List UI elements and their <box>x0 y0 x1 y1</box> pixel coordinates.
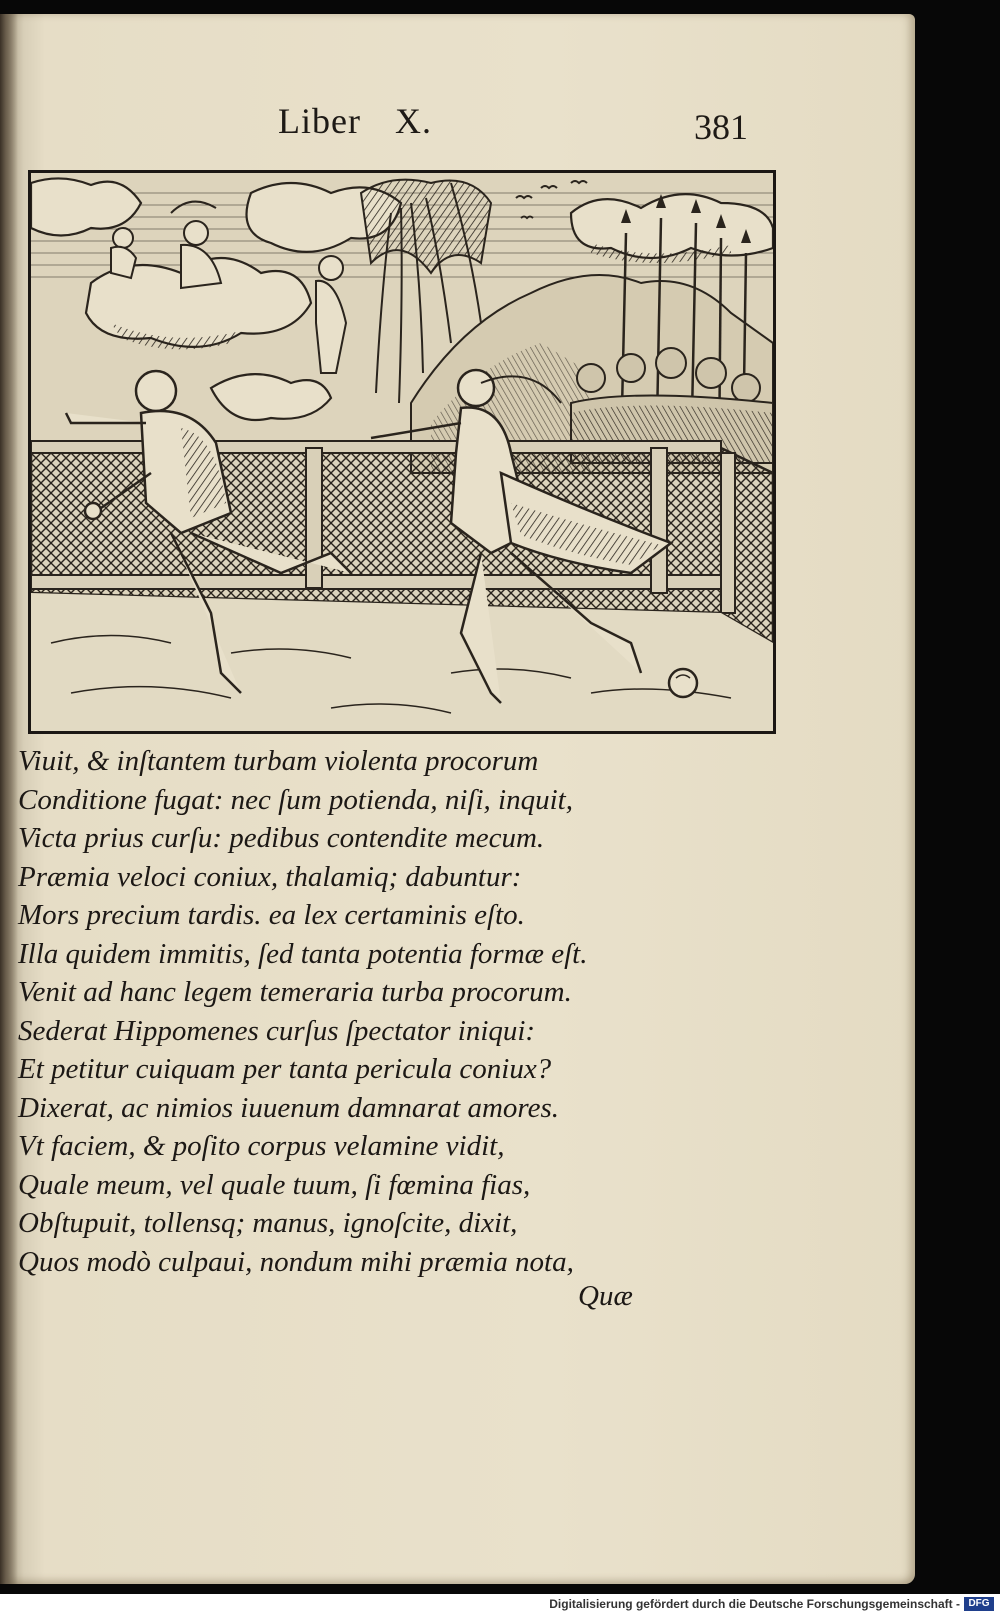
woodcut-atalanta-hippomenes-race-icon <box>31 173 773 731</box>
page-gutter-shadow <box>0 14 18 1584</box>
digitization-footer <box>0 1594 1000 1615</box>
woodcut-illustration <box>28 170 776 734</box>
verse-line: Sederat Hippomenes curſus ſpectator iniqui: <box>18 1014 536 1047</box>
footer-credit: Digitalisierung gefördert durch die Deutsche Forschungsgemeinschaft - <box>549 1597 960 1611</box>
verse-line: Vt faciem, & poſito corpus velamine vidit, <box>18 1130 505 1162</box>
verse-line: Quos modò culpaui, nondum mihi præmia nota, <box>18 1245 574 1278</box>
verse-line: Obſtupuit, tollensq; manus, ignoſcite, dixit, <box>18 1207 518 1239</box>
verse-line: Præmia veloci coniux, thalamiq; dabuntur: <box>18 860 522 893</box>
book-number: X. <box>394 101 432 141</box>
verse-line: Quale meum, vel quale tuum, ſi fœmina fias, <box>18 1168 531 1201</box>
verse-line: Dixerat, ac nimios iuuenum damnarat amores. <box>18 1091 560 1124</box>
verse-text <box>18 742 898 1281</box>
verse-line: Victa prius curſu: pedibus contendite mecum. <box>18 822 545 854</box>
verse-line: Et petitur cuiquam per tanta pericula coniux? <box>18 1053 552 1085</box>
running-title: Liber <box>278 101 361 141</box>
dfg-logo-icon: DFG <box>964 1597 994 1611</box>
verse-line: Venit ad hanc legem temeraria turba procorum. <box>18 976 572 1008</box>
verse-line: Conditione fugat: nec ſum potienda, niſi, inquit, <box>18 783 573 816</box>
verse-line: Illa quidem immitis, ſed tanta potentia formæ eſt. <box>18 937 588 970</box>
verse-line: Mors precium tardis. ea lex certaminis eſto. <box>18 899 525 931</box>
running-head <box>278 100 432 142</box>
verse-line: Viuit, & inſtantem turbam violenta procorum <box>18 745 539 777</box>
page-number: 381 <box>694 107 748 147</box>
catchword: Quæ <box>578 1280 633 1312</box>
